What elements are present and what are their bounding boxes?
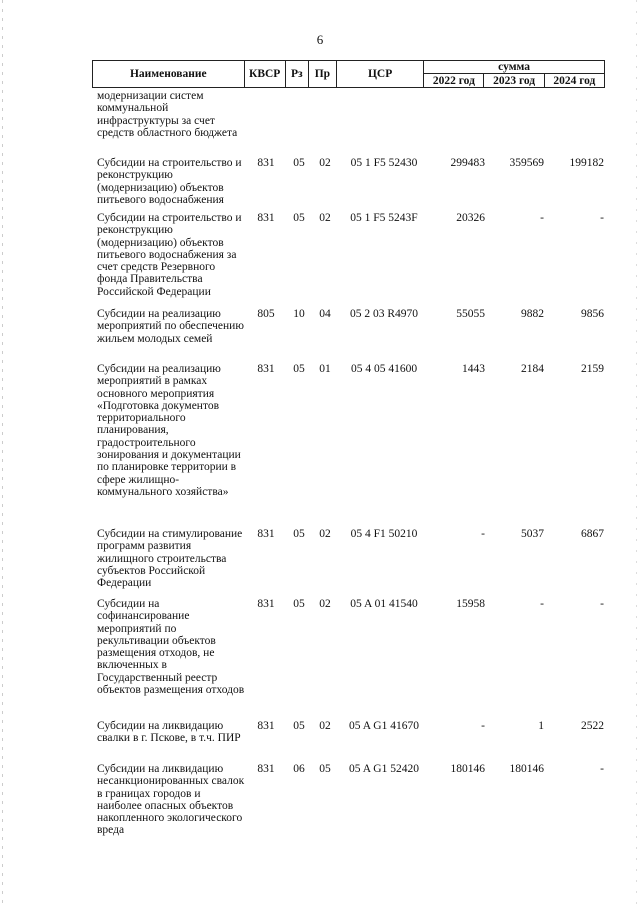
row-pr: 02 bbox=[319, 157, 331, 169]
row-sum-2022: 299483 bbox=[450, 157, 485, 169]
row-sum-2023: - bbox=[540, 212, 544, 224]
row-name: Субсидии на стимулирование программ развития жилищного строительства субъектов Российской Федерации bbox=[97, 528, 243, 590]
row-kvsr: 831 bbox=[257, 363, 275, 375]
row-csr: 05 4 05 41600 bbox=[350, 363, 418, 375]
row-rz: 05 bbox=[293, 212, 305, 224]
row-sum-2023: 180146 bbox=[509, 763, 544, 775]
row-sum-2023: - bbox=[540, 598, 544, 610]
row-sum-2024: - bbox=[600, 212, 604, 224]
row-sum-2022: 15958 bbox=[456, 598, 485, 610]
row-rz: 10 bbox=[293, 308, 305, 320]
header-year-2023: 2023 год bbox=[484, 74, 544, 88]
row-name: Субсидии на ликвидацию свалки в г. Пскове, в т.ч. ПИР bbox=[97, 720, 241, 745]
row-kvsr: 805 bbox=[257, 308, 275, 320]
row-sum-2023: 9882 bbox=[521, 308, 544, 320]
row-sum-2022: 180146 bbox=[450, 763, 485, 775]
row-name: модернизации систем коммунальной инфраструктуры за счет средств областного бюджета bbox=[97, 90, 238, 139]
header-rz: Рз bbox=[285, 61, 308, 88]
scan-edge-right bbox=[636, 0, 637, 905]
row-rz: 05 bbox=[293, 157, 305, 169]
row-sum-2024: 9856 bbox=[581, 308, 604, 320]
table-header bbox=[92, 60, 605, 88]
row-csr: 05 4 F1 50210 bbox=[350, 528, 418, 540]
row-sum-2024: 2522 bbox=[581, 720, 604, 732]
row-csr: 05 A G1 41670 bbox=[349, 720, 419, 732]
row-pr: 04 bbox=[319, 308, 331, 320]
row-pr: 02 bbox=[319, 212, 331, 224]
header-pr: Пр bbox=[308, 61, 336, 88]
row-pr: 02 bbox=[319, 528, 331, 540]
row-sum-2024: - bbox=[600, 763, 604, 775]
row-name: Субсидии на реализацию мероприятий в рамках основного мероприятия «Подготовка документов территориального планирования, градостроительного зонирования и документации по планировке территории в сфере жилищно-коммунального хозяйства» bbox=[97, 363, 241, 498]
row-sum-2022: 20326 bbox=[456, 212, 485, 224]
row-sum-2022: - bbox=[481, 528, 485, 540]
row-csr: 05 2 03 R4970 bbox=[349, 308, 419, 320]
row-kvsr: 831 bbox=[257, 598, 275, 610]
header-name: Наименование bbox=[93, 61, 245, 88]
header-year-2022: 2022 год bbox=[424, 74, 484, 88]
row-pr: 01 bbox=[319, 363, 331, 375]
row-sum-2024: - bbox=[600, 598, 604, 610]
row-sum-2023: 5037 bbox=[521, 528, 544, 540]
header-csr: ЦСР bbox=[336, 61, 423, 88]
row-sum-2023: 359569 bbox=[509, 157, 544, 169]
page-number: 6 bbox=[316, 32, 324, 47]
row-csr: 05 1 F5 5243F bbox=[350, 212, 418, 224]
row-sum-2024: 199182 bbox=[569, 157, 604, 169]
row-rz: 05 bbox=[293, 598, 305, 610]
row-sum-2023: 1 bbox=[538, 720, 544, 732]
row-csr: 05 A 01 41540 bbox=[350, 598, 418, 610]
row-rz: 06 bbox=[293, 763, 305, 775]
row-sum-2024: 6867 bbox=[581, 528, 604, 540]
row-name: Субсидии на строительство и реконструкцию (модернизацию) объектов питьевого водоснабжения за счет средств Резервного фонда Правительства Российской Федерации bbox=[97, 212, 242, 298]
header-sum: сумма bbox=[424, 61, 605, 74]
row-kvsr: 831 bbox=[257, 763, 275, 775]
row-kvsr: 831 bbox=[257, 528, 275, 540]
row-pr: 02 bbox=[319, 598, 331, 610]
row-name: Субсидии на строительство и реконструкцию (модернизацию) объектов питьевого водоснабжения bbox=[97, 157, 242, 206]
header-kvsr: КВСР bbox=[244, 61, 285, 88]
row-pr: 05 bbox=[319, 763, 331, 775]
row-rz: 05 bbox=[293, 528, 305, 540]
header-year-2024: 2024 год bbox=[544, 74, 604, 88]
row-sum-2022: 1443 bbox=[462, 363, 485, 375]
row-name: Субсидии на реализацию мероприятий по обеспечению жильем молодых семей bbox=[97, 308, 244, 345]
row-rz: 05 bbox=[293, 720, 305, 732]
row-rz: 05 bbox=[293, 363, 305, 375]
row-name: Субсидии на ликвидацию несанкционированных свалок в границах городов и наиболее опасных объектов накопленного экологического вреда bbox=[97, 763, 245, 837]
row-kvsr: 831 bbox=[257, 157, 275, 169]
scan-edge-left bbox=[2, 0, 3, 905]
row-csr: 05 A G1 52420 bbox=[349, 763, 419, 775]
row-csr: 05 1 F5 52430 bbox=[350, 157, 418, 169]
row-pr: 02 bbox=[319, 720, 331, 732]
row-kvsr: 831 bbox=[257, 212, 275, 224]
row-sum-2022: - bbox=[481, 720, 485, 732]
row-name: Субсидии на софинансирование мероприятий по рекультивации объектов размещения отходов, не включенных в Государственный реестр объектов размещения отходов bbox=[97, 598, 245, 697]
row-sum-2023: 2184 bbox=[521, 363, 544, 375]
row-kvsr: 831 bbox=[257, 720, 275, 732]
row-sum-2022: 55055 bbox=[456, 308, 485, 320]
row-sum-2024: 2159 bbox=[581, 363, 604, 375]
